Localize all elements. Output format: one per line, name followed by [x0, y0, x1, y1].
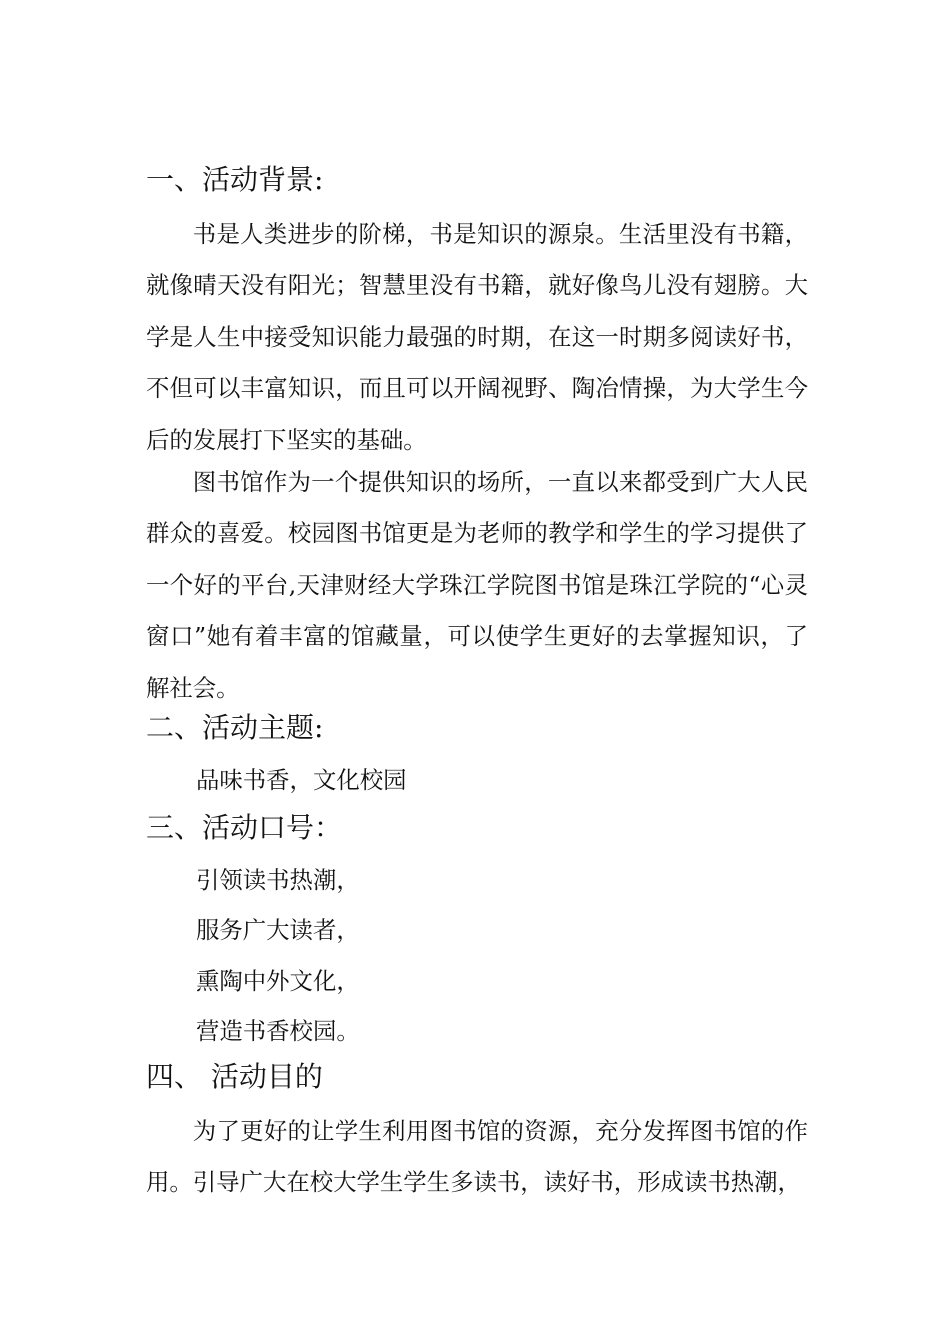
slogan-line-2: 服务广大读者，: [196, 916, 360, 944]
section-2-heading: 二、活动主题:: [146, 711, 324, 744]
section-1-paragraph-2: 图书馆作为一个提供知识的场所，一直以来都受到广大人民群众的喜爱。校园图书馆更是为老师的教学和学生的学习提供了一个好的平台,天津财经大学珠江学院图书馆是珠江学院的“心灵窗口”她有着丰富的馆藏量，可以使学生更好的去掌握知识，了解社会。: [146, 468, 808, 702]
slogan-line-1: 引领读书热潮，: [196, 866, 360, 894]
slogan-line-4: 营造书香校园。: [196, 1017, 360, 1045]
slogan-line-3: 熏陶中外文化，: [196, 967, 360, 995]
section-1-heading: 一、活动背景:: [146, 163, 324, 196]
section-4-paragraph-1: 为了更好的让学生利用图书馆的资源，充分发挥图书馆的作用。引导广大在校大学生学生多读书，读好书，形成读书热潮，: [146, 1117, 808, 1197]
section-4-heading: 四、 活动目的: [146, 1060, 323, 1093]
section-3-heading: 三、活动口号：: [146, 811, 343, 844]
section-1-paragraph-1: 书是人类进步的阶梯，书是知识的源泉。生活里没有书籍，就像晴天没有阳光；智慧里没有书籍，就好像鸟儿没有翅膀。大学是人生中接受知识能力最强的时期，在这一时期多阅读好书，不但可以丰富知识，而且可以开阔视野、陶冶情操，为大学生今后的发展打下坚实的基础。: [146, 220, 808, 454]
theme-line: 品味书香，文化校园: [196, 766, 407, 794]
